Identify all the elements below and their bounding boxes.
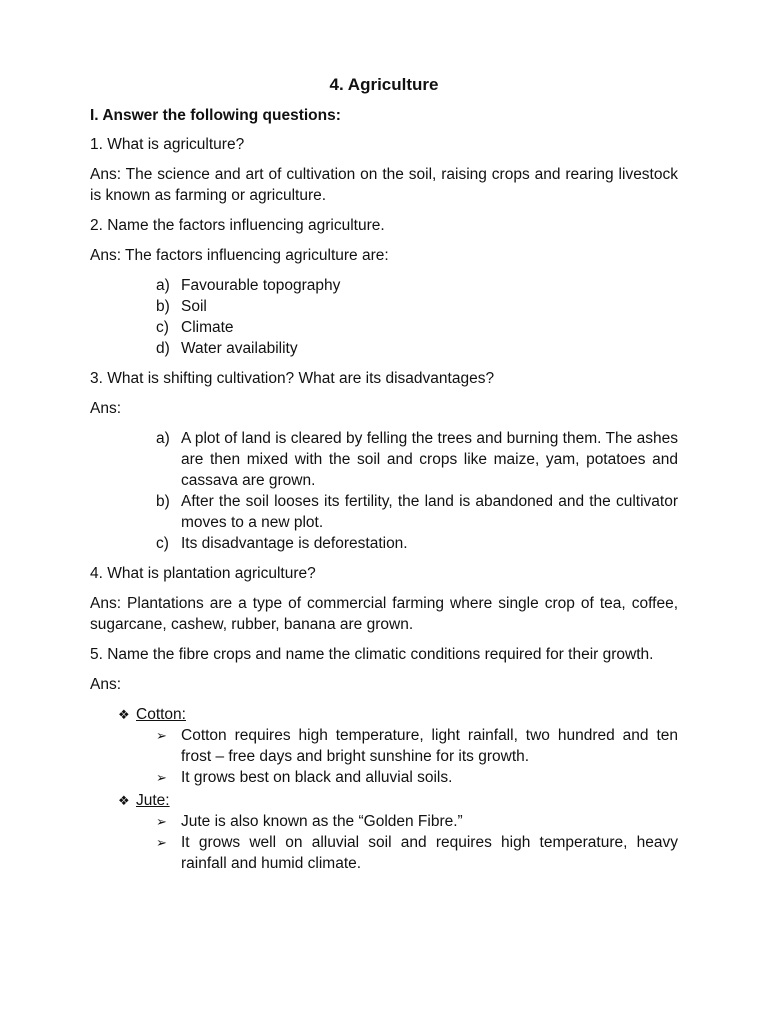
- list-item: [156, 428, 678, 491]
- list-marker: d): [156, 340, 170, 357]
- crop-heading-cotton: [118, 704, 678, 725]
- arrow-bullet-icon: ➢: [156, 814, 167, 829]
- answer-2: Ans: The factors influencing agriculture are:: [90, 247, 389, 264]
- list-item: [156, 811, 678, 832]
- factors-list: [90, 275, 678, 359]
- jute-points: [90, 811, 678, 874]
- list-item: [156, 317, 678, 338]
- shifting-cultivation-list: [90, 428, 678, 554]
- page-title: 4. Agriculture: [329, 75, 439, 94]
- arrow-bullet-icon: ➢: [156, 770, 167, 785]
- list-item: [156, 296, 678, 317]
- answer-3: Ans:: [90, 400, 122, 417]
- list-item-text: Jute is also known as the “Golden Fibre.”: [181, 813, 463, 830]
- list-item-text: Soil: [181, 298, 207, 315]
- arrow-bullet-icon: ➢: [156, 835, 167, 850]
- list-marker: a): [156, 430, 170, 447]
- list-item: [156, 491, 678, 533]
- diamond-bullet-icon: ❖: [118, 707, 130, 722]
- crop-label: Jute:: [136, 792, 170, 809]
- list-item-text: Favourable topography: [181, 277, 341, 294]
- list-item-text: Its disadvantage is deforestation.: [181, 535, 408, 552]
- answer-4: Ans: Plantations are a type of commercial farming where single crop of tea, coffee, sugarcane, cashew, rubber, banana are grown.: [90, 595, 678, 633]
- crop-label: Cotton:: [136, 706, 186, 723]
- list-item: [156, 832, 678, 874]
- list-item: [156, 767, 678, 788]
- crop-heading-jute: [118, 790, 678, 811]
- list-item-text: Cotton requires high temperature, light rainfall, two hundred and ten frost – free days and bright sunshine for its growth.: [181, 727, 678, 765]
- list-item-text: Water availability: [181, 340, 298, 357]
- list-item: [156, 338, 678, 359]
- question-1: 1. What is agriculture?: [90, 136, 245, 153]
- list-item-text: After the soil looses its fertility, the land is abandoned and the cultivator moves to a new plot.: [181, 493, 678, 531]
- answer-1: Ans: The science and art of cultivation on the soil, raising crops and rearing livestock is known as farming or agriculture.: [90, 166, 678, 204]
- arrow-bullet-icon: ➢: [156, 728, 167, 743]
- question-2: 2. Name the factors influencing agriculture.: [90, 217, 385, 234]
- list-item-text: It grows well on alluvial soil and requires high temperature, heavy rainfall and humid climate.: [181, 834, 678, 872]
- question-3: 3. What is shifting cultivation? What are its disadvantages?: [90, 370, 495, 387]
- cotton-points: [90, 725, 678, 788]
- list-item: [156, 533, 678, 554]
- list-item-text: Climate: [181, 319, 234, 336]
- list-marker: b): [156, 298, 170, 315]
- list-item-text: It grows best on black and alluvial soils.: [181, 769, 453, 786]
- diamond-bullet-icon: ❖: [118, 793, 130, 808]
- list-marker: b): [156, 493, 170, 510]
- list-item: [156, 275, 678, 296]
- list-marker: c): [156, 535, 169, 552]
- list-marker: c): [156, 319, 169, 336]
- list-item: [156, 725, 678, 767]
- answer-5: Ans:: [90, 676, 122, 693]
- section-heading: I. Answer the following questions:: [90, 107, 341, 124]
- list-item-text: A plot of land is cleared by felling the trees and burning them. The ashes are then mixed with the soil and crops like maize, yam, potatoes and cassava are grown.: [181, 430, 678, 489]
- list-marker: a): [156, 277, 170, 294]
- question-5: 5. Name the fibre crops and name the climatic conditions required for their growth.: [90, 646, 654, 663]
- question-4: 4. What is plantation agriculture?: [90, 565, 316, 582]
